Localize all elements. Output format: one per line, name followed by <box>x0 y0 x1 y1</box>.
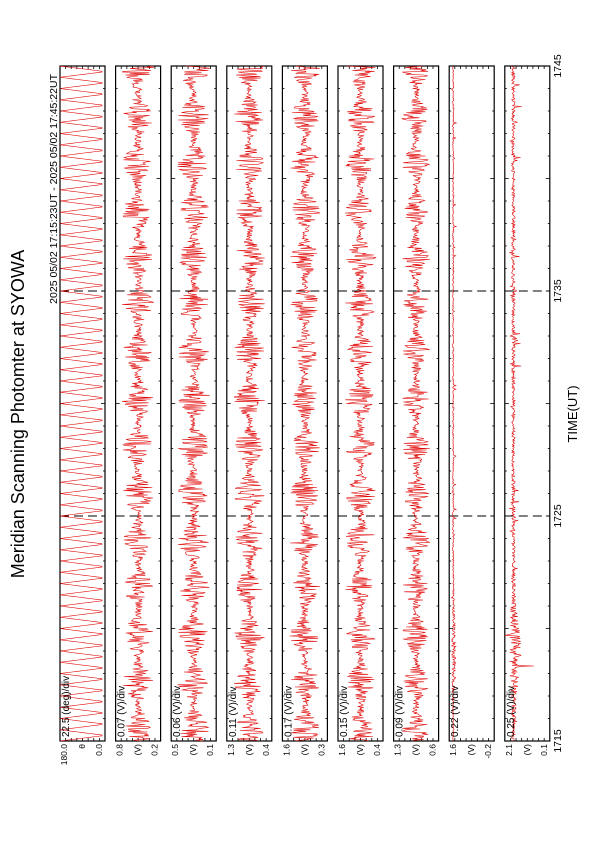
panel-id-label: θ <box>77 744 87 749</box>
x-tick-label: 1745 <box>551 54 564 78</box>
series-line <box>345 66 376 741</box>
panel-3 <box>170 66 216 756</box>
panel-id-label: (V) <box>521 744 532 756</box>
bottom-axis <box>565 385 580 442</box>
panel-scale-label: 0.09 (V)/div <box>394 685 406 737</box>
x-axis-label: TIME(UT) <box>565 385 580 443</box>
panel-frame <box>60 66 105 741</box>
panel-max-label: 1.3 <box>392 744 403 756</box>
panels <box>48 54 564 765</box>
panel-scale-label: 0.06 (V)/div <box>172 685 184 737</box>
panel-4 <box>226 66 272 756</box>
series-line <box>60 66 102 741</box>
panel-min-label: 0.4 <box>260 744 271 756</box>
panel-id-label: (V) <box>410 744 421 756</box>
panel-scale-label: 0.17 (V)/div <box>283 685 295 737</box>
panel-9 <box>504 66 550 756</box>
x-tick-label: 1725 <box>551 504 564 528</box>
panel-min-label: -0.2 <box>483 744 494 759</box>
panel-max-label: 0.8 <box>114 744 125 756</box>
panel-id-label: (V) <box>355 744 365 756</box>
panel-max-label: 0.5 <box>170 744 181 756</box>
x-tick-label: 1735 <box>551 279 564 303</box>
chart-title: Meridian Scanning Photomter at SYOWA <box>8 249 28 579</box>
panel-scale-label: 0.07 (V)/div <box>116 685 128 737</box>
panel-scale-label: 0.22 (V)/div <box>450 685 462 737</box>
title-group <box>8 250 28 578</box>
panel-max-label: 1.6 <box>337 744 347 756</box>
series-line <box>177 66 209 741</box>
panel-frame <box>505 66 550 741</box>
panel-min-label: 0.4 <box>372 744 382 756</box>
panel-id-label: (V) <box>132 744 143 756</box>
panel-7 <box>393 66 439 756</box>
panel-frame <box>449 66 494 741</box>
panel-5 <box>281 66 327 756</box>
panel-min-label: 0.0 <box>94 744 104 756</box>
panel-max-label: 1.6 <box>448 744 459 756</box>
panel-id-label: (V) <box>243 744 254 756</box>
panel-scale-label: 22.5 (deg)/div <box>61 675 72 737</box>
x-tick-label: 1715 <box>551 729 564 753</box>
panel-max-label: 180.0 <box>59 744 69 766</box>
panel-id-label: (V) <box>466 744 477 756</box>
time-range: 2025 05/02 17:15:23UT - 2025 05/02 17:45:22UT <box>48 74 60 304</box>
panel-8 <box>448 66 494 759</box>
panel-min-label: 0.3 <box>316 744 327 756</box>
panel-max-label: 1.6 <box>281 744 292 756</box>
panel-min-label: 0.2 <box>149 744 160 756</box>
series-line <box>234 66 265 741</box>
series-line <box>505 66 534 741</box>
panel-id-label: (V) <box>299 744 310 756</box>
panel-max-label: 2.1 <box>503 744 514 756</box>
panel-max-label: 1.3 <box>225 744 236 756</box>
panel-6 <box>337 66 383 756</box>
series-line <box>290 66 321 741</box>
panel-frame <box>394 66 439 741</box>
series-line <box>402 66 430 741</box>
panel-scale-label: 0.11 (V)/div <box>227 686 239 737</box>
panel-min-label: 0.6 <box>427 744 438 756</box>
panel-id-label: (V) <box>188 744 199 756</box>
panel-1 <box>59 66 105 765</box>
panel-2 <box>115 66 161 756</box>
panel-scale-label: 0.25 (V)/div <box>505 685 517 737</box>
panel-min-label: 0.1 <box>205 744 216 756</box>
panel-scale-label: 0.15 (V)/div <box>339 685 350 737</box>
series-line <box>122 66 154 741</box>
panel-min-label: 0.1 <box>538 744 549 756</box>
